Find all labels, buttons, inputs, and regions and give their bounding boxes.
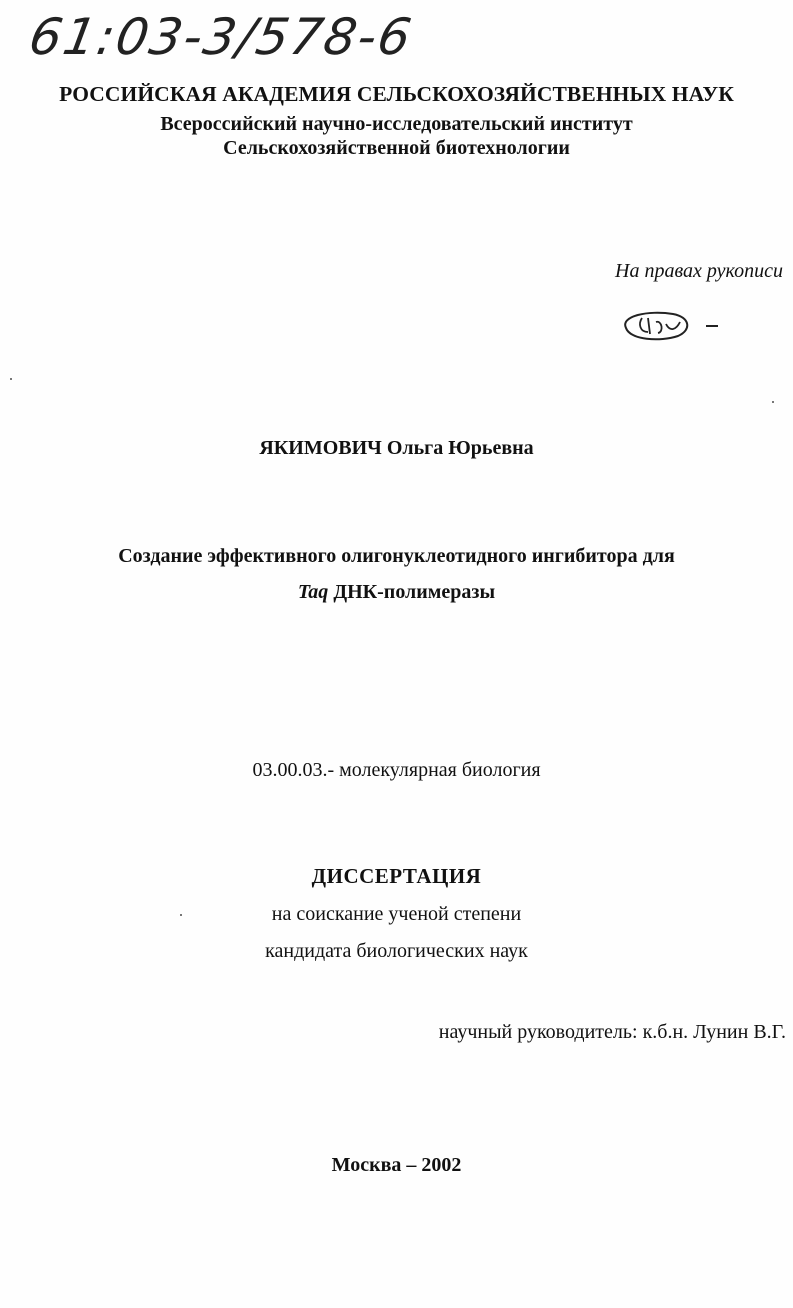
handwritten-signature bbox=[618, 306, 728, 342]
dissertation-title-line-2 bbox=[0, 581, 793, 604]
institute-name-line-1: Всероссийский научно-исследовательский институт bbox=[160, 113, 633, 135]
scan-speck bbox=[772, 401, 774, 403]
scan-speck bbox=[10, 378, 12, 380]
scan-speck bbox=[180, 914, 182, 916]
degree-line-2: кандидата биологических наук bbox=[265, 940, 528, 962]
city-and-year: Москва – 2002 bbox=[331, 1154, 462, 1176]
author-name: ЯКИМОВИЧ Ольга Юрьевна bbox=[259, 437, 534, 459]
taq-italic: Taq bbox=[297, 581, 329, 603]
title-line-2-rest: ДНК-полимеразы bbox=[328, 581, 496, 603]
document-type-heading: ДИССЕРТАЦИЯ bbox=[311, 864, 482, 888]
manuscript-rights-note: На правах рукописи bbox=[615, 260, 783, 282]
institute-name-line-2: Сельскохозяйственной биотехнологии bbox=[223, 137, 570, 159]
specialty-code: 03.00.03.- молекулярная биология bbox=[252, 759, 541, 781]
degree-line-1: на соискание ученой степени bbox=[271, 903, 522, 925]
handwritten-archive-code: 61:03-3/578-6 bbox=[24, 8, 418, 66]
dissertation-title-line-1: Создание эффективного олигонуклеотидного ингибитора для bbox=[118, 545, 675, 567]
scientific-supervisor: научный руководитель: к.б.н. Лунин В.Г. bbox=[438, 1021, 786, 1043]
organization-name: РОССИЙСКАЯ АКАДЕМИЯ СЕЛЬСКОХОЗЯЙСТВЕННЫХ НАУК bbox=[59, 82, 734, 106]
